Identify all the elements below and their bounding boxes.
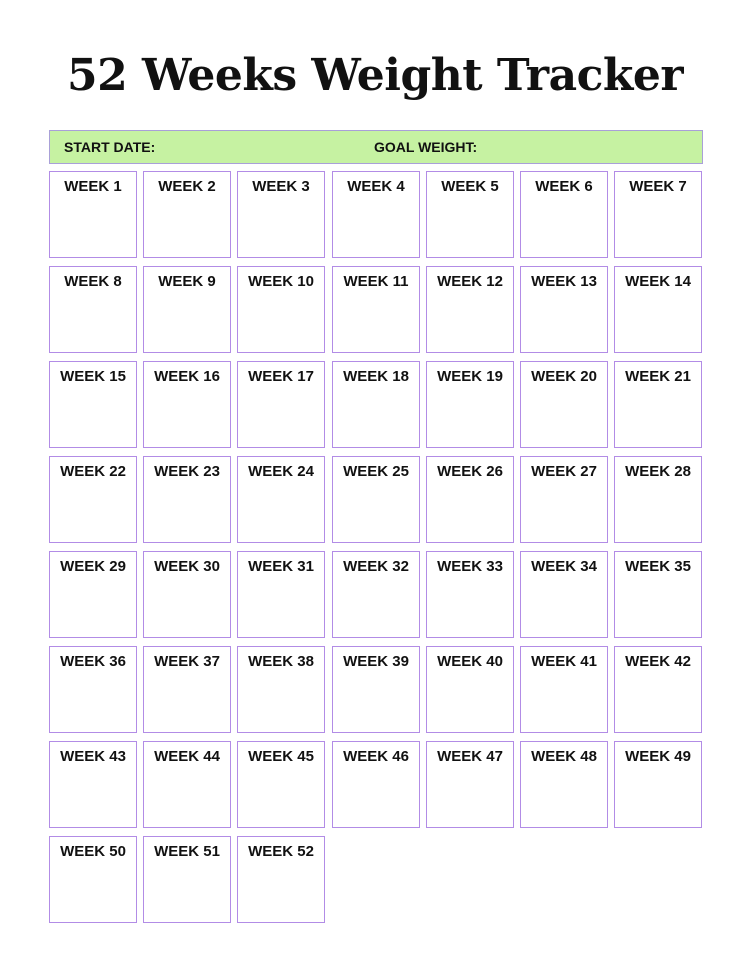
week-label: WEEK 27 <box>531 463 597 480</box>
week-cell[interactable] <box>237 646 325 733</box>
week-label: WEEK 18 <box>343 368 409 385</box>
goal-weight-label[interactable]: GOAL WEIGHT: <box>374 139 478 155</box>
week-cell[interactable] <box>143 266 231 353</box>
week-label: WEEK 32 <box>343 558 409 575</box>
week-label: WEEK 48 <box>531 748 597 765</box>
week-cell[interactable] <box>332 456 420 543</box>
week-label: WEEK 26 <box>437 463 503 480</box>
week-cell[interactable] <box>49 171 137 258</box>
week-label: WEEK 41 <box>531 653 597 670</box>
week-cell[interactable] <box>49 551 137 638</box>
week-label: WEEK 12 <box>437 273 503 290</box>
week-label: WEEK 47 <box>437 748 503 765</box>
week-label: WEEK 10 <box>248 273 314 290</box>
week-cell[interactable] <box>520 456 608 543</box>
week-cell[interactable] <box>49 646 137 733</box>
week-label: WEEK 16 <box>154 368 220 385</box>
week-cell[interactable] <box>237 266 325 353</box>
week-cell[interactable] <box>143 171 231 258</box>
week-cell[interactable] <box>49 741 137 828</box>
week-label: WEEK 40 <box>437 653 503 670</box>
week-cell[interactable] <box>332 171 420 258</box>
week-label: WEEK 50 <box>60 843 126 860</box>
start-date-label[interactable]: START DATE: <box>64 139 156 155</box>
week-cell[interactable] <box>332 266 420 353</box>
week-label: WEEK 51 <box>154 843 220 860</box>
week-label: WEEK 46 <box>343 748 409 765</box>
week-cell[interactable] <box>143 646 231 733</box>
week-cell[interactable] <box>614 361 702 448</box>
week-cell[interactable] <box>614 171 702 258</box>
week-cell[interactable] <box>332 646 420 733</box>
week-label: WEEK 38 <box>248 653 314 670</box>
week-label: WEEK 8 <box>64 273 122 290</box>
week-label: WEEK 3 <box>252 178 310 195</box>
week-cell[interactable] <box>614 266 702 353</box>
week-label: WEEK 31 <box>248 558 314 575</box>
week-label: WEEK 34 <box>531 558 597 575</box>
week-label: WEEK 37 <box>154 653 220 670</box>
week-label: WEEK 19 <box>437 368 503 385</box>
week-cell[interactable] <box>143 551 231 638</box>
week-cell[interactable] <box>614 646 702 733</box>
week-label: WEEK 24 <box>248 463 314 480</box>
week-label: WEEK 49 <box>625 748 691 765</box>
week-cell[interactable] <box>237 741 325 828</box>
week-label: WEEK 43 <box>60 748 126 765</box>
week-label: WEEK 17 <box>248 368 314 385</box>
week-label: WEEK 35 <box>625 558 691 575</box>
week-cell[interactable] <box>520 171 608 258</box>
week-cell[interactable] <box>614 741 702 828</box>
week-cell[interactable] <box>520 266 608 353</box>
week-cell[interactable] <box>426 171 514 258</box>
week-label: WEEK 44 <box>154 748 220 765</box>
week-label: WEEK 9 <box>158 273 216 290</box>
week-label: WEEK 4 <box>347 178 405 195</box>
week-cell[interactable] <box>520 361 608 448</box>
week-label: WEEK 39 <box>343 653 409 670</box>
week-label: WEEK 52 <box>248 843 314 860</box>
week-cell[interactable] <box>520 741 608 828</box>
week-label: WEEK 6 <box>535 178 593 195</box>
week-label: WEEK 14 <box>625 273 691 290</box>
week-label: WEEK 1 <box>64 178 122 195</box>
week-label: WEEK 30 <box>154 558 220 575</box>
week-label: WEEK 23 <box>154 463 220 480</box>
week-label: WEEK 45 <box>248 748 314 765</box>
week-label: WEEK 25 <box>343 463 409 480</box>
week-label: WEEK 21 <box>625 368 691 385</box>
week-cell[interactable] <box>143 836 231 923</box>
week-cell[interactable] <box>426 646 514 733</box>
week-cell[interactable] <box>614 551 702 638</box>
week-cell[interactable] <box>520 551 608 638</box>
week-label: WEEK 15 <box>60 368 126 385</box>
header-bar <box>49 130 703 164</box>
week-cell[interactable] <box>49 361 137 448</box>
week-cell[interactable] <box>332 551 420 638</box>
week-cell[interactable] <box>237 361 325 448</box>
page-title: 52 Weeks Weight Tracker <box>66 50 684 101</box>
week-cell[interactable] <box>332 741 420 828</box>
week-cell[interactable] <box>426 456 514 543</box>
week-cell[interactable] <box>237 456 325 543</box>
week-label: WEEK 11 <box>343 273 409 290</box>
week-label: WEEK 13 <box>531 273 597 290</box>
week-label: WEEK 28 <box>625 463 691 480</box>
week-cell[interactable] <box>237 171 325 258</box>
week-label: WEEK 42 <box>625 653 691 670</box>
week-cell[interactable] <box>143 361 231 448</box>
week-label: WEEK 22 <box>60 463 126 480</box>
week-label: WEEK 33 <box>437 558 503 575</box>
week-cell[interactable] <box>237 836 325 923</box>
week-label: WEEK 29 <box>60 558 126 575</box>
week-cell[interactable] <box>520 646 608 733</box>
week-cell[interactable] <box>426 551 514 638</box>
week-label: WEEK 36 <box>60 653 126 670</box>
week-label: WEEK 7 <box>629 178 687 195</box>
week-cell[interactable] <box>49 836 137 923</box>
week-cell[interactable] <box>426 266 514 353</box>
week-label: WEEK 20 <box>531 368 597 385</box>
week-cell[interactable] <box>614 456 702 543</box>
week-cell[interactable] <box>426 361 514 448</box>
week-cell[interactable] <box>332 361 420 448</box>
week-cell[interactable] <box>143 741 231 828</box>
week-cell[interactable] <box>49 266 137 353</box>
week-cell[interactable] <box>143 456 231 543</box>
week-label: WEEK 2 <box>158 178 216 195</box>
week-cell[interactable] <box>49 456 137 543</box>
week-cell[interactable] <box>237 551 325 638</box>
week-cell[interactable] <box>426 741 514 828</box>
week-label: WEEK 5 <box>441 178 499 195</box>
